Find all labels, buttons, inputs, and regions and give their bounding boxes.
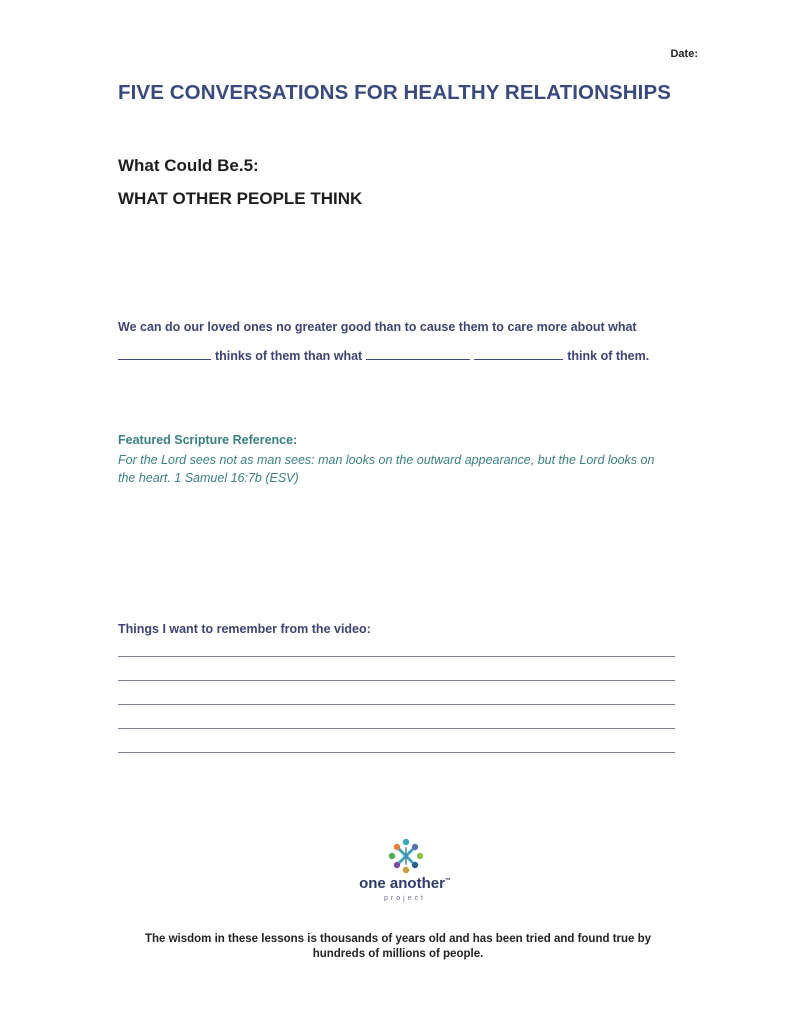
brand-subtitle: project [383,895,426,902]
scripture-text: For the Lord sees not as man sees: man looks on the outward appearance, but the Lord looks on the heart. 1 Samuel 16:7b (ESV) [118,453,655,485]
note-line-2[interactable] [118,680,675,681]
fill-blank-1[interactable] [118,347,211,360]
page-title: FIVE CONVERSATIONS FOR HEALTHY RELATIONSHIPS [118,81,672,104]
quote-part-a: thinks of them than what [215,349,363,363]
lesson-topic: WHAT OTHER PEOPLE THINK [118,189,363,208]
note-line-4[interactable] [118,728,675,729]
one-another-logo-icon [386,836,426,876]
note-line-3[interactable] [118,704,675,705]
footer-text: The wisdom in these lessons is thousands of years old and has been tried and found true by hundreds of millions of people. [144,933,652,960]
fill-blank-2[interactable] [366,347,470,360]
notes-label: Things I want to remember from the video: [118,622,371,636]
fill-blank-3[interactable] [474,347,563,360]
quote-line-1: We can do our loved ones no greater good than to cause them to care more about what [118,320,637,334]
scripture-label: Featured Scripture Reference: [118,433,298,447]
note-line-5[interactable] [118,752,675,753]
brand-name-text: one another [359,875,445,892]
quote-line-2 [118,347,718,363]
quote-part-b: think of them. [567,349,650,363]
trademark: ™ [444,878,451,884]
date-label: Date: [670,48,698,60]
lesson-subtitle: What Could Be.5: [118,156,259,175]
brand-name [340,875,470,892]
note-line-1[interactable] [118,656,675,657]
